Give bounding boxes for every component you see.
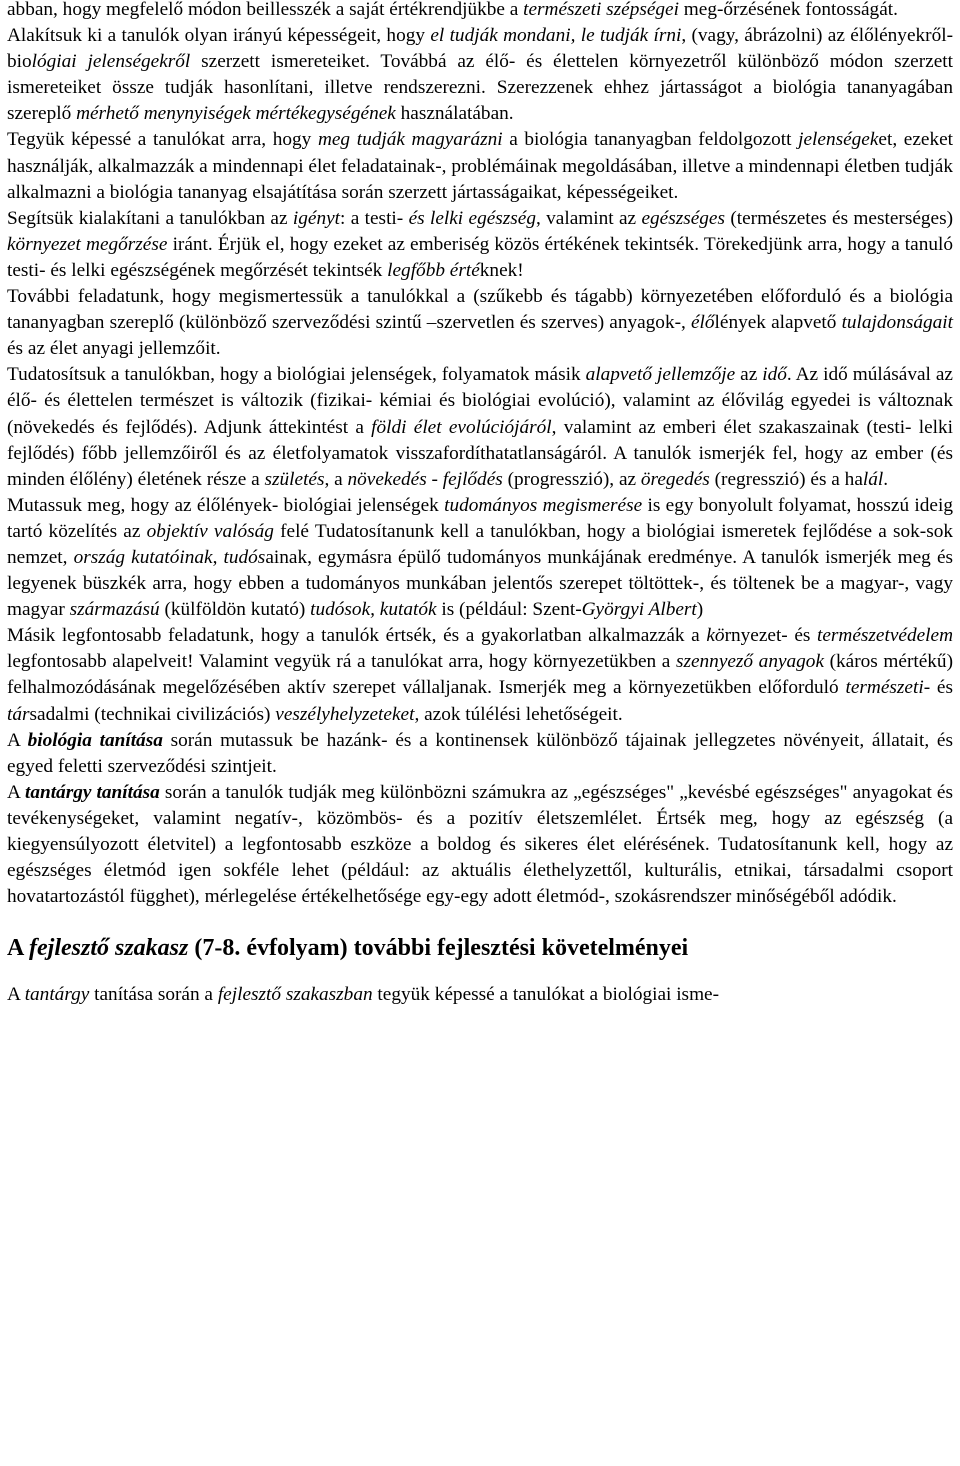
- emphasis-text: legfőbb érté: [387, 259, 480, 281]
- emphasis-text: természeti szépségei: [523, 0, 679, 20]
- emphasis-text: tudósok, kutatók: [310, 599, 437, 621]
- paragraph: [7, 206, 953, 284]
- text-run: is (például: Szent-: [436, 599, 582, 621]
- text-run: tegyük képessé a tanulókat a biológiai isme-: [372, 984, 720, 1006]
- text-run: A: [7, 984, 25, 1006]
- emphasis-text: Györgyi Albert: [581, 599, 697, 621]
- emphasis-text: élő: [690, 312, 715, 334]
- emphasis-text: veszélyhelyzeteket: [275, 703, 415, 725]
- text-run: (progresszió), az: [502, 468, 641, 490]
- emphasis-text: alapvető jellemzője: [585, 364, 736, 386]
- text-run: meg-őrzésének fontosságát.: [678, 0, 898, 20]
- text-run: (természetes és mesterséges): [724, 207, 954, 229]
- emphasis-text: lógiai: [31, 51, 77, 73]
- text-run: (káros mértékű) felhalmozódásának megelőzésében aktív szerepet vállaljanak. Ismerjék meg a környezetükben előforduló: [7, 651, 953, 699]
- text-run: , azok túlélési lehetőségeit.: [414, 703, 623, 725]
- text-run: - és: [923, 677, 953, 699]
- text-run: ): [696, 599, 704, 621]
- emphasis-text: természetvédelem: [817, 625, 953, 647]
- paragraph: [7, 23, 953, 127]
- text-run: abban, hogy megfelelő módon beillesszék a saját értékrendjükbe a: [7, 0, 524, 20]
- emphasis-text: meg tudják magyarázni: [317, 129, 503, 151]
- text-run: a biológia tananyagban feldolgozott: [502, 129, 799, 151]
- paragraph: [7, 127, 953, 205]
- text-run: is egy bonyolult folyamat, hosszú ideig tartó közelítés az: [7, 494, 953, 542]
- text-run: felé Tudatosítanunk kell a tanulókban, hogy a biológiai ismeretek fejlődése a sok-sok nemzet,: [7, 520, 954, 568]
- text-run: ainak, egymásra épülő tudományos munkájának eredménye. A tanulók ismerjék meg és legyenek büszkék arra, hogy ebben a tudományos munkában jelentős szerepet töltöttek-, és töltenek be a magyar-, vagy magyar: [7, 546, 954, 621]
- text-run: használatában.: [395, 103, 514, 125]
- text-run: , valamint az emberi élet szakaszainak (testi- lelki fejlődés) főbb jellemzőiről és az életfolyamatok visszafordíthatatlanságáról. A tanulók ismerjék fel, hogy az ember (és minden élőlény) életének része a: [7, 416, 953, 490]
- emphasis-text: tudós: [223, 546, 266, 568]
- text-run: Segítsük kialakítani a tanulókban az: [7, 207, 293, 229]
- text-run: rnyezet- és: [724, 625, 818, 647]
- text-run: , valamint az: [535, 207, 642, 229]
- emphasis-text: lál: [862, 468, 884, 490]
- text-run: et, ezeket használják, alkalmazzák a mindennapi élet feladatainak-, problémáinak megoldásában, illetve a mindennapi életben tudják alkalmazni a biológia tananyag elsajátítása során szerzett jártasságaikat, képességeiket.: [7, 129, 954, 203]
- emphasis-text: földi élet evolúciójáról: [371, 416, 552, 438]
- text-run: knek!: [479, 259, 524, 281]
- text-run: Tegyük képessé a tanulókat arra, hogy: [7, 129, 318, 151]
- emphasis-text: tantárgy: [24, 984, 90, 1006]
- text-run: során a tanulók tudják meg különbözni számukra az „egészséges" „kevésbé egészséges" anyagokat és tevékenységeket, valamint negatív-, közömbös- és a pozitív életszemlélet. Értsék meg, hogy az egészség (a kiegyensúlyozott életvitel) a legfontosabb eszköze a boldog és sikeres élet elérésének. Tudatosítanunk kell, hogy az egészséges életmód igen sokféle lehet (például: az aktuális élethelyzettől, kulturális, etnikai, társadalmi csoport hovatartozástól függhet), mérlegelése értékelhetősége egy-egy adott életmód-, szokásrendszer minőségéből adódik.: [7, 781, 953, 908]
- text-run: A: [7, 935, 30, 962]
- emphasis-text: környezet megőrzése: [7, 233, 168, 255]
- text-run: iránt. Érjük el, hogy ezeket az emberiség közös értékének tekintsék. Törekedjünk arra, hogy a tanuló testi- és lelki egészségének megőrzését tekintsék: [7, 233, 954, 281]
- emphasis-text: fejlesztő szakaszban: [217, 984, 373, 1006]
- text-run: (7-8. évfolyam) további fejlesztési követelményei: [188, 935, 689, 962]
- text-run: , a: [324, 468, 348, 490]
- emphasis-text: származású: [69, 599, 160, 621]
- text-run: Alakítsuk ki a tanulók olyan irányú képességeit, hogy: [7, 25, 431, 47]
- emphasis-text: növekedés - fejlődés: [347, 468, 503, 490]
- text-run: További feladatunk, hogy megismertessük a tanulókkal a (szűkebb és tágabb) környezetében előforduló és a biológia tananyagban szereplő (különböző szerveződési szintű –szervetlen és szerves) anyagok-,: [7, 286, 953, 334]
- emphasis-text: igényt: [292, 207, 341, 229]
- emphasis-text: jelenségek: [798, 129, 879, 151]
- text-run: , (vagy, ábrázolni) az élőlényekről- bio: [7, 25, 953, 73]
- body-paragraphs: [7, 0, 953, 910]
- text-run: Mutassuk meg, hogy az élőlények- biológiai jelenségek: [7, 494, 445, 516]
- emphasis-text: el tudják mondani, le tudják írni: [430, 25, 682, 47]
- text-run: Másik legfontosabb feladatunk, hogy a tanulók értsék, és a gyakorlatban alkalmazzák a: [7, 625, 707, 647]
- emphasis-text: jelenségekről: [87, 51, 191, 73]
- text-run: és az élet anyagi jellemzőit.: [7, 338, 221, 360]
- section-heading: [7, 932, 953, 964]
- text-run: . Az idő múlásával az élő- és élettelen természet is változik (fizikai- kémiai és biológiai evolúció), valamint az élővilág egyedei is változnak (növekedés és fejlődés). Adjunk áttekintést a: [7, 364, 953, 438]
- text-run: tanítása során a: [89, 984, 218, 1006]
- paragraph: [7, 728, 953, 780]
- emphasis-text: tulajdonságait: [841, 312, 953, 334]
- text-run: (külföldön kutató): [159, 599, 311, 621]
- paragraph: [7, 362, 953, 492]
- emphasis-text: természeti: [845, 677, 924, 699]
- text-run: .: [883, 468, 889, 490]
- emphasis-text: tár: [7, 703, 30, 725]
- emphasis-text: öregedés: [640, 468, 710, 490]
- emphasis-text: egészséges: [641, 207, 725, 229]
- emphasis-text: objektív valóság: [146, 520, 274, 542]
- text-run: legfontosabb alapelveit! Valamint vegyük rá a tanulókat arra, hogy környezetükben a: [7, 651, 676, 673]
- emphasis-text: kö: [706, 625, 725, 647]
- emphasis-text: mérhető menynyiségek mértékegységének: [76, 103, 396, 125]
- text-run: sadalmi (technikai civilizációs): [29, 703, 276, 725]
- text-run: A: [7, 729, 28, 751]
- document-page: [7, 0, 953, 1008]
- text-run: Tudatosítsuk a tanulókban, hogy a biológiai jelenségek, folyamatok másik: [7, 364, 586, 386]
- emphasis-text: fejlesztő szakasz: [29, 935, 189, 962]
- emphasis-bold-text: tantárgy tanítása: [24, 781, 160, 803]
- text-run: (regresszió) és a ha: [709, 468, 863, 490]
- paragraph: [7, 623, 953, 727]
- paragraph: [7, 0, 953, 23]
- emphasis-text: tudományos megismerése: [444, 494, 643, 516]
- text-run: : a testi-: [340, 207, 409, 229]
- text-run: szerzett ismereteiket. Továbbá az élő- és élettelen környezetről különböző módon szerzett ismereteiket össze tudják hasonlítani, illetve rendszerezni. Szerezzenek ehhez jártasságot a biológia tananyagában szereplő: [7, 51, 953, 125]
- paragraph: [7, 982, 953, 1008]
- text-run: során mutassuk be hazánk- és a kontinensek különböző tájainak jellegzetes növényeit, állatait, és egyed feletti szerveződési szintjeit.: [7, 729, 953, 777]
- emphasis-bold-text: biológia tanítása: [27, 729, 163, 751]
- emphasis-text: születés: [264, 468, 325, 490]
- paragraph: [7, 493, 953, 623]
- text-run: [77, 51, 88, 72]
- paragraph: [7, 780, 953, 910]
- text-run: ,: [212, 546, 224, 568]
- emphasis-text: és lelki egészség: [408, 207, 536, 229]
- text-run: A: [7, 781, 25, 803]
- emphasis-text: ország kutatóinak: [73, 546, 213, 568]
- emphasis-text: szennyező anyagok: [675, 651, 824, 673]
- paragraph: [7, 284, 953, 362]
- text-run: az: [735, 364, 763, 386]
- text-run: lények alapvető: [714, 312, 842, 334]
- emphasis-text: idő: [762, 364, 787, 386]
